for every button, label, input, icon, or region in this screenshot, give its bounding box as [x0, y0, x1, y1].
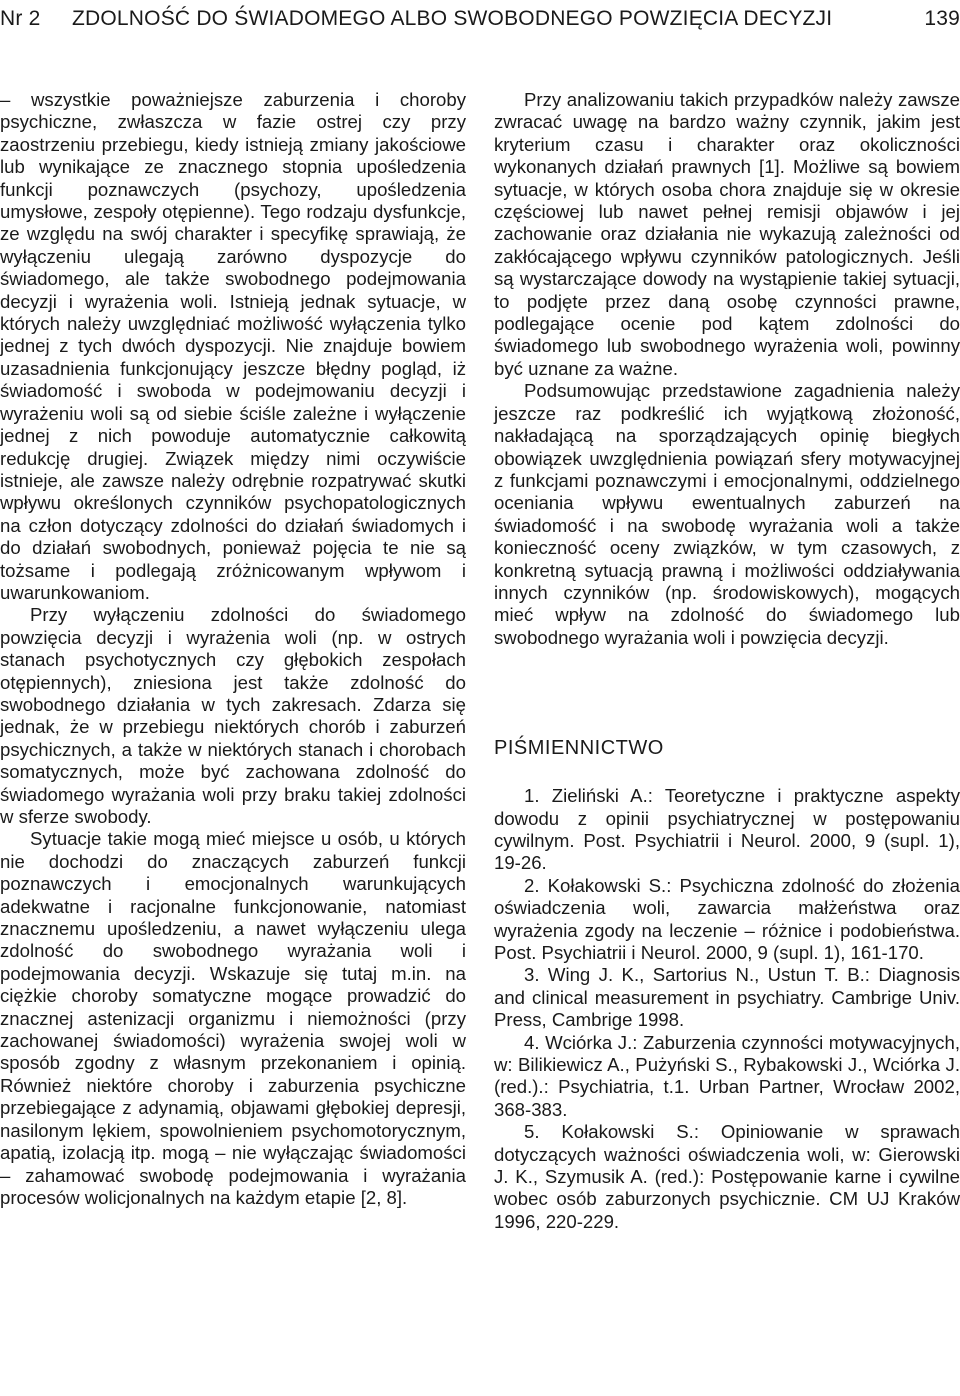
right-column — [494, 89, 960, 1233]
reference-item: 5. Kołakowski S.: Opiniowanie w sprawach dotyczących ważności oświadczenia woli, w: Gierowski J. K., Szymusik A. (red.): Postępowanie karne i cywilne wobec osób zaburzonych psychicznie. CM UJ Kraków 1996, 220-229. — [494, 1121, 960, 1232]
reference-item: 2. Kołakowski S.: Psychiczna zdolność do złożenia oświadczenia woli, zawarcia małżeństwa oraz wyrażenia zgody na leczenie – różnice i podobieństwa. Post. Psychiatrii i Neurol. 2000, 9 (supl. 1), 161-170. — [494, 874, 960, 963]
reference-item: 3. Wing J. K., Sartorius N., Ustun T. B.: Diagnosis and clinical measurement in psychiatry. Cambrige Univ. Press, Cambrige 1998. — [494, 964, 960, 1031]
body-paragraph: Sytuacje takie mogą mieć miejsce u osób, u których nie dochodzi do znaczących zaburzeń funkcji poznawczych i emocjonalnych warunkujących adekwatne i racjonalne funkcjonowanie, natomiast znacznemu upośledzeniu, a nawet wyłączeniu ulega zdolność do swobodnego wyrażania woli i podejmowania decyzji. Wskazuje się tutaj m.in. na ciężkie choroby somatyczne mogące prowadzić do znacznej astenizacji organizmu i niemożności (przy zachowanej świadomości) wyrażenia swojej woli w sposób zgodny z własnym przekonaniem i opinią. Również niektóre choroby i zaburzenia psychiczne przebiegające z adynamią, objawami głębokiej depresji, nasilonym lękiem, spowolnieniem psychomotorycznym, apatią, izolacją itp. mogą – nie wyłączając świadomości – zahamować swobodę podejmowania i wyrażania procesów wolicjonalnych na każdym etapie [2, 8]. — [0, 828, 466, 1208]
reference-item: 1. Zieliński A.: Teoretyczne i praktyczne aspekty dowodu z opinii psychiatrycznej w postępowaniu cywilnym. Post. Psychiatrii i Neurol. 2000, 9 (supl. 1), 19-26. — [494, 785, 960, 874]
body-paragraph: Przy wyłączeniu zdolności do świadomego powzięcia decyzji i wyrażenia woli (np. w ostrych stanach psychotycznych czy głębokich zespołach otępiennych), zniesiona jest także zdolność do swobodnego działania w tych zakresach. Zdarza się jednak, że w przebiegu niektórych chorób i zaburzeń psychicznych, a także w niektórych stanach i chorobach somatycznych, może być zachowana zdolność do świadomego wyrażania woli przy braku takiej zdolności w sferze swobody. — [0, 604, 466, 827]
body-paragraph: Podsumowując przedstawione zagadnienia należy jeszcze raz podkreślić ich wyjątkową złożoność, nakładającą na sporządzających opinię biegłych obowiązek uwzględnienia powiązań sfery motywacyjnej z funkcjami poznawczymi i emocjonalnymi, oddzielnego oceniania wpływu ewentualnych zaburzeń na świadomość i na swobodę wyrażania woli a także konieczność oceny związków, w tym czasowych, z konkretną sytuacją prawną i możliwości oddziaływania innych czynników (np. środowiskowych), mogących mieć wpływ na zdolność do świadomego lub swobodnego wyrażania woli i powzięcia decyzji. — [494, 380, 960, 648]
page-number: 139 — [924, 7, 960, 30]
issue-number: Nr 2 — [0, 7, 41, 30]
references-heading: PIŚMIENNICTWO — [494, 737, 664, 760]
running-header — [0, 4, 960, 34]
body-paragraph: – wszystkie poważniejsze zaburzenia i choroby psychiczne, zwłaszcza w fazie ostrej czy przy zaostrzeniu przebiegu, kiedy istnieją zmiany jakościowe lub wynikające ze znacznego stopnia upośledzenia funkcji poznawczych (psychozy, upośledzenia umysłowe, zespoły otępienne). Tego rodzaju dysfunkcje, ze względu na swój charakter i specyfikę sprawiają, że wyłączeniu ulegają zarówno dyspozycje do świadomego, ale także swobodnego podejmowania decyzji i wyrażenia woli. Istnieją jednak sytuacje, w których należy uwzględniać możliwość wyłączenia tylko jednej z tych dwóch dyspozycji. Nie znajduje bowiem uzasadnienia funkcjonujący jeszcze błędny pogląd, iż świadomość i swoboda w podejmowaniu decyzji i wyrażeniu woli są od siebie ściśle zależne i wyłączenie jednej z nich powoduje automatycznie całkowitą redukcję drugiej. Związek między nimi oczywiście istnieje, ale zawsze należy odrębnie rozpatrywać skutki wpływu określonych czynników psychopatologicznych na człon dotyczący zdolności do działań świadomych i do działań swobodnych, ponieważ pojęcia te nie są tożsame i podlegają zróżnicowanym wpływom i uwarunkowaniom. — [0, 89, 466, 603]
running-title: ZDOLNOŚĆ DO ŚWIADOMEGO ALBO SWOBODNEGO POWZIĘCIA DECYZJI — [72, 7, 833, 30]
reference-item: 4. Wciórka J.: Zaburzenia czynności motywacyjnych, w: Bilikiewicz A., Pużyński S., Rybakowski J., Wciórka J. (red.).: Psychiatria, t.1. Urban Partner, Wrocław 2002, 368-383. — [494, 1031, 960, 1120]
reference-list — [494, 785, 960, 1233]
body-paragraph: Przy analizowaniu takich przypadków należy zawsze zwracać uwagę na bardzo ważny czynnik, jakim jest kryterium czasu i charakter oraz okoliczności wykonanych działań prawnych [1]. Możliwe są bowiem sytuacje, w których osoba chora znajduje się w okresie częściowej lub nawet pełnej remisji objawów i jej zachowanie oraz działania nie wykazują zależności od zakłócającego wpływu czynników patologicznych. Jeśli są wystarczające dowody na wystąpienie takiej sytuacji, to podjęte przez daną osobę czynności prawne, podlegające ocenie pod kątem zdolności do świadomego lub swobodnego wyrażenia woli, powinny być uznane za ważne. — [494, 89, 960, 379]
left-column — [0, 89, 466, 1209]
